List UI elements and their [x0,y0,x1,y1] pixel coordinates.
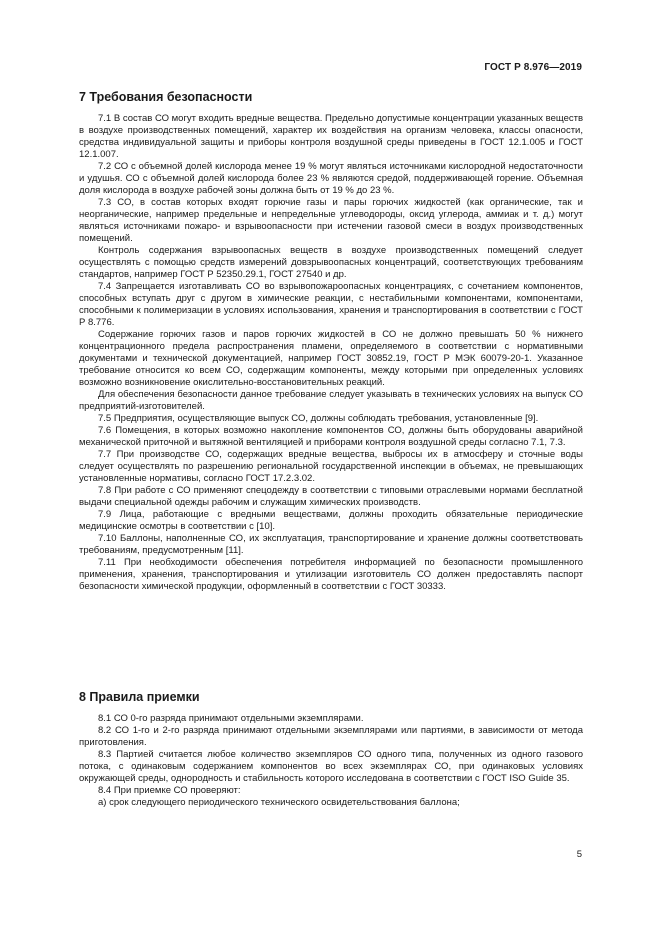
paragraph: 7.9 Лица, работающие с вредными веществами, должны проходить обязательные периодические медицинские осмотры в соответствии с [10]. [79,509,583,532]
paragraph: 7.5 Предприятия, осуществляющие выпуск СО, должны соблюдать требования, установленные [9]. [98,413,539,424]
paragraph: Контроль содержания взрывоопасных веществ в воздухе производственных помещений следует осуществлять с помощью средств измерений довзрывоопасных концентраций, соответствующих требованиям стандартов, например ГОСТ Р 52350.29.1, ГОСТ 27540 и др. [79,245,583,280]
paragraph: 7.7 При производстве СО, содержащих вредные вещества, выбросы их в атмосферу и сточные воды следует осуществлять по разрешению региональной государственной инспекции в объемах, не превышающих установленные нормативы, согласно ГОСТ 17.2.3.02. [79,449,583,484]
document-code: ГОСТ Р 8.976—2019 [484,62,582,73]
paragraph: 8.3 Партией считается любое количество экземпляров СО одного типа, полученных из одного газового потока, с одинаковым содержанием компонентов во всех экземплярах СО, при одинаковых условиях окружающей среды, однородность и стабильность которого исследована в соответствии с ГОСТ ISO Guide 35. [79,749,583,784]
section-title: 8 Правила приемки [79,690,200,704]
paragraph: 7.3 СО, в состав которых входят горючие газы и пары горючих жидкостей (как органические, так и неорганические, например предельные и непредельные углеводороды, оксид углерода, аммиак и т. д.) могут являться источниками пожаро- и взрывоопасности при истечении газовой смеси в воздух производственных помещений. [79,197,583,244]
paragraph: 7.4 Запрещается изготавливать СО во взрывопожароопасных концентрациях, с сочетанием компонентов, способных вступать друг с другом в химические реакции, с нестабильными компонентами, компонентами, способными к полимеризации в условиях использования, хранения и транспортирования в соответствии с ГОСТ Р 8.776. [79,281,583,328]
section-7 [79,90,583,593]
paragraph: 8.2 СО 1-го и 2-го разряда принимают отдельными экземплярами или партиями, в зависимости от метода приготовления. [79,725,583,748]
paragraph: а) срок следующего периодического технического освидетельствования баллона; [98,797,460,808]
section-title: 7 Требования безопасности [79,90,253,104]
paragraph: 8.1 СО 0-го разряда принимают отдельными экземплярами. [98,713,364,724]
paragraph: 8.4 При приемке СО проверяют: [98,785,241,796]
paragraph: Для обеспечения безопасности данное требование следует указывать в технических условиях на выпуск СО предприятий-изготовителей. [79,389,583,412]
paragraph: 7.8 При работе с СО применяют спецодежду в соответствии с типовыми отраслевыми нормами бесплатной выдачи специальной одежды рабочим и служащим химических производств. [79,485,583,508]
page-number: 5 [576,849,582,860]
paragraph: 7.6 Помещения, в которых возможно накопление компонентов СО, должны быть оборудованы аварийной механической приточной и вытяжной вентиляцией и приборами контроля воздушной среды согласно 7.1, 7.3. [79,425,583,448]
section-8 [79,690,583,809]
paragraph: Содержание горючих газов и паров горючих жидкостей в СО не должно превышать 50 % нижнего концентрационного предела распространения пламени, определяемого в соответствии с нормативными документами и технической документацией, например ГОСТ 30852.19, ГОСТ Р МЭК 60079-20-1. Указанное требование относится ко всем СО, содержащим компоненты, между которыми при определенных условиях возможно возникновение окислительно-восстановительных реакций. [79,329,583,388]
paragraph: 7.1 В состав СО могут входить вредные вещества. Предельно допустимые концентрации указанных веществ в воздухе производственных помещений, характер их воздействия на организм человека, классы опасности, средства индивидуальной защиты и приборы контроля воздушной среды приведены в ГОСТ 12.1.005 и ГОСТ 12.1.007. [79,113,583,160]
paragraph: 7.2 СО с объемной долей кислорода менее 19 % могут являться источниками кислородной недостаточности и удушья. СО с объемной долей кислорода более 23 % являются средой, поддерживающей горение. Объемная доля кислорода в воздухе рабочей зоны должна быть от 19 % до 23 %. [79,161,583,196]
paragraph: 7.10 Баллоны, наполненные СО, их эксплуатация, транспортирование и хранение должны соответствовать требованиям, предусмотренным [11]. [79,533,583,556]
paragraph: 7.11 При необходимости обеспечения потребителя информацией по безопасности промышленного применения, хранения, транспортирования и утилизации изготовитель СО должен предоставлять паспорт безопасности химической продукции, оформленный в соответствии с ГОСТ 30333. [79,557,583,592]
